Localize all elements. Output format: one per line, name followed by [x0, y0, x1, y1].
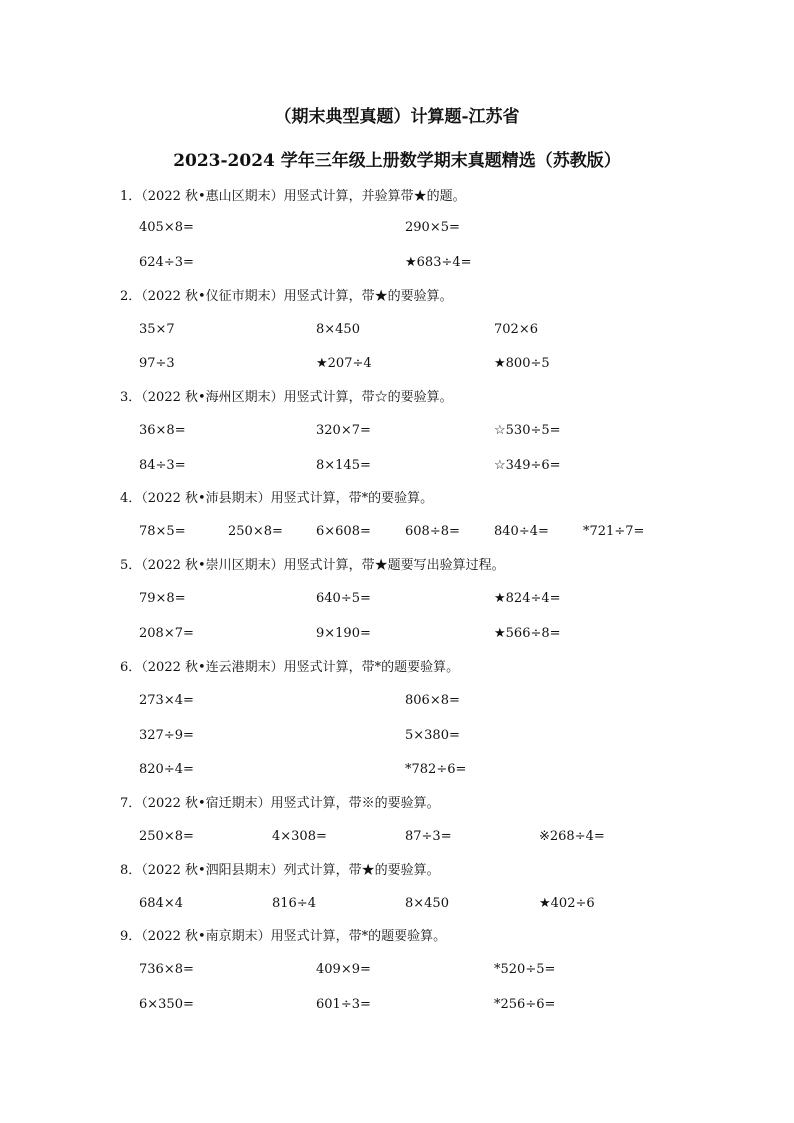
document-title-line-2: 2023-2024 学年三年级上册数学期末真题精选（苏教版） [173, 151, 621, 171]
problem: *782÷6= [405, 762, 467, 777]
question-text: （2022 秋•沛县期末）用竖式计算，带*的要验算。 [141, 491, 434, 506]
question-header [120, 557, 505, 575]
problem: 624÷3= [139, 255, 194, 270]
question-header [120, 188, 466, 206]
question-number: 7． [120, 796, 142, 811]
problem: 816÷4 [272, 896, 316, 911]
problem: ★800÷5 [494, 356, 550, 371]
question-header [120, 659, 459, 677]
question-number: 9． [120, 929, 142, 944]
problem: 9×190= [316, 626, 371, 641]
problem: *256÷6= [494, 997, 556, 1012]
problem: 290×5= [405, 220, 460, 235]
question-text: （2022 秋•仪征市期末）用竖式计算，带★的要验算。 [141, 289, 453, 304]
problem: ★402÷6 [539, 896, 595, 911]
problem: 6×608= [316, 524, 371, 539]
question-header [120, 288, 453, 306]
problem: 8×450 [405, 896, 449, 911]
problem: 4×308= [272, 829, 327, 844]
question-number: 1． [120, 189, 142, 204]
question-header [120, 862, 440, 880]
problem: 608÷8= [405, 524, 460, 539]
question-text: （2022 秋•崇川区期末）用竖式计算，带★题要写出验算过程。 [141, 558, 505, 573]
problem: 35×7 [139, 322, 175, 337]
problem: 87÷3= [405, 829, 452, 844]
problem: 79×8= [139, 591, 186, 606]
problem: 97÷3 [139, 356, 175, 371]
problem: 327÷9= [139, 728, 194, 743]
problem: 6×350= [139, 997, 194, 1012]
problem: *721÷7= [583, 524, 645, 539]
problem: 208×7= [139, 626, 194, 641]
problem: 36×8= [139, 423, 186, 438]
problem: ★566÷8= [494, 626, 561, 641]
problem: ★683÷4= [405, 255, 472, 270]
problem: *520÷5= [494, 962, 556, 977]
document-title-line-1: （期末典型真题）计算题-江苏省 [274, 107, 520, 127]
problem: 250×8= [228, 524, 283, 539]
question-text: （2022 秋•海州区期末）用竖式计算，带☆的要验算。 [141, 390, 453, 405]
question-header [120, 795, 440, 813]
problem: 8×145= [316, 458, 371, 473]
problem: 702×6 [494, 322, 538, 337]
problem: 84÷3= [139, 458, 186, 473]
question-header [120, 490, 433, 508]
problem: 601÷3= [316, 997, 371, 1012]
problem: 273×4= [139, 693, 194, 708]
question-text: （2022 秋•惠山区期末）用竖式计算，并验算带★的题。 [141, 189, 466, 204]
problem: ★207÷4 [316, 356, 372, 371]
problem: 78×5= [139, 524, 186, 539]
problem: ※268÷4= [539, 829, 605, 844]
problem: ☆530÷5= [494, 423, 561, 438]
question-header [120, 389, 453, 407]
question-text: （2022 秋•泗阳县期末）列式计算，带★的要验算。 [141, 863, 440, 878]
problem: 5×380= [405, 728, 460, 743]
problem: 8×450 [316, 322, 360, 337]
problem: 684×4 [139, 896, 183, 911]
problem: 250×8= [139, 829, 194, 844]
problem: 405×8= [139, 220, 194, 235]
problem: 736×8= [139, 962, 194, 977]
question-text: （2022 秋•宿迁期末）用竖式计算，带※的要验算。 [141, 796, 440, 811]
problem: 640÷5= [316, 591, 371, 606]
problem: 840÷4= [494, 524, 549, 539]
problem: 820÷4= [139, 762, 194, 777]
question-number: 5． [120, 558, 142, 573]
problem: 409×9= [316, 962, 371, 977]
question-number: 8． [120, 863, 142, 878]
question-number: 4． [120, 491, 142, 506]
problem: ★824÷4= [494, 591, 561, 606]
question-number: 2． [120, 289, 142, 304]
problem: 806×8= [405, 693, 460, 708]
question-header [120, 928, 446, 946]
question-number: 3． [120, 390, 142, 405]
problem: 320×7= [316, 423, 371, 438]
question-number: 6． [120, 660, 142, 675]
question-text: （2022 秋•连云港期末）用竖式计算，带*的题要验算。 [141, 660, 460, 675]
problem: ☆349÷6= [494, 458, 561, 473]
question-text: （2022 秋•南京期末）用竖式计算，带*的题要验算。 [141, 929, 447, 944]
